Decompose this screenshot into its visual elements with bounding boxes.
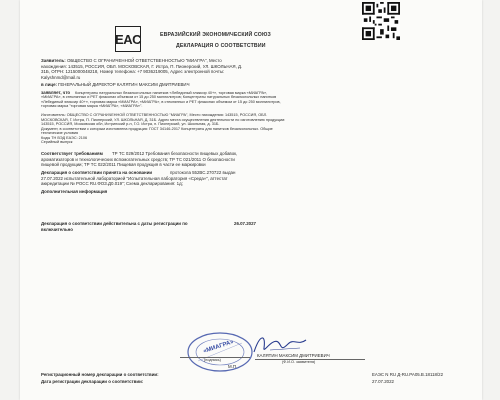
adopted-line-3: аккредитации № РОСС RU.ФОЗ.Д0.019"; Схема декларирования: 1д; (41, 181, 183, 186)
declares-label: заявляет, что (41, 90, 71, 95)
registration-date-label: Дата регистрации декларации о соответствии: (41, 379, 144, 384)
requirements-line-3: пищевой продукции; ТР ТС 022/2011 Пищевая продукция в части ее маркировки (41, 162, 206, 167)
eac-logo: EAC (115, 26, 141, 52)
applicant-label: Заявитель: (41, 58, 66, 63)
qr-code-icon (362, 2, 400, 40)
declares-line-3: «Лебединый эликсир 40+», торговая марка «МИАГРА», «МИАГРА», в стеклянных и PET флаконах объемом от 15 до 250 миллилитров, (41, 99, 281, 104)
document-title: ДЕКЛАРАЦИЯ О СООТВЕТСТВИИ (176, 43, 266, 49)
manufacturer-line-3: 143515, РОССИЯ, Московская обл, Истринский р-н, Г.О. Истра, п. Пионерский, ул. Школьная, д. 31Б. (41, 122, 220, 126)
manufacturer-line-1: Изготовитель: ОБЩЕСТВО С ОГРАНИЧЕННОЙ ОТВЕТСТВЕННОСТЬЮ "МИАГРА", Место нахождения: 143515, РОССИЯ, ОБЛ. (41, 113, 268, 117)
manufacturer-line-5: технические условия (41, 131, 79, 135)
declares-line-2: «МИАГРА», в стеклянных и PET флаконах объемом от 15 до 250 миллилитров; Концентраты натуральных безалкогольных напитков (41, 95, 277, 99)
union-header: ЕВРАЗИЙСКИЙ ЭКОНОМИЧЕСКИЙ СОЮЗ (160, 32, 271, 38)
registration-date: 27.07.2022 (372, 379, 394, 384)
declaration-sheet (20, 0, 482, 400)
manufacturer-line-2: МОСКОВСКАЯ, Г. Истра, П. Пионерский, УЛ. ШКОЛЬНАЯ, Д. 31Б. Адрес места осуществления деятельности по изготовлению продукции: (41, 117, 286, 122)
stamp-text: «МИАГРА» (202, 339, 235, 355)
manufacturer-line-7: Серийный выпуск (41, 140, 73, 144)
adopted-line-1: протокола 552ВС.270722 выдан (170, 170, 236, 175)
declares-line-1: Концентраты натуральных безалкогольных напитков «Лебединый эликсир 40+», торговая марка «МИАГРА», (75, 90, 268, 95)
requirements-line-1: ТР ТС 029/2012 Требования безопасности пищевых добавок, (112, 151, 238, 156)
applicant-line-3: 31Б, ОГРН: 1215000048218, Номер телефона: +7 9036219005, Адрес электронной почты: (41, 69, 225, 74)
registration-number: ЕАЭС N RU Д-RU.РА05.В.18118/22 (372, 372, 444, 377)
company-stamp-icon (186, 331, 254, 373)
adopted-line-2: 27.07.2022 испытательной лабораторией "Испытательная лаборатория «Среда»", аттестат (41, 175, 228, 181)
registration-number-label: Регистрационный номер декларации о соответствии: (41, 372, 159, 377)
validity-label: Декларация о соответствии действительна с даты регистрации по (41, 221, 188, 226)
adopted-label: Декларация о соответствии принята на основании (41, 170, 153, 175)
applicant-line-2: нахождения: 143515, РОССИЯ, ОБЛ. МОСКОВСКАЯ, Г. Истра, П. Пионерский, УЛ. ШКОЛЬНАЯ, Д. (41, 63, 243, 69)
declares-line-4: торговая марка "торговая марка «МИАГРА», «МИАГРА»". (41, 104, 143, 108)
applicant-line-4: Kalyshnmd@mail.ru (41, 74, 81, 80)
director-value: ГЕНЕРАЛЬНЫЙ ДИРЕКТОР КАЛЯТИН МАКСИМ ДМИТРИЕВИЧ (58, 82, 190, 87)
validity-date: 26.07.2027 (234, 221, 256, 226)
name-caption: (Ф.И.О. заявителя) (282, 360, 316, 364)
director-label: в лице: (41, 82, 58, 87)
validity-suffix: включительно (41, 226, 73, 232)
stamp-mp: М.П. (228, 364, 238, 369)
signature-caption: (подпись) (204, 358, 221, 362)
additional-info-label: Дополнительная информация (41, 189, 108, 194)
applicant-line-1: ОБЩЕСТВО С ОГРАНИЧЕННОЙ ОТВЕТСТВЕННОСТЬЮ "МИАГРА", Место (67, 58, 222, 63)
requirements-line-2: ароматизаторов и технологических вспомогательных средств; ТР ТС 021/2011 О безопасности (41, 156, 235, 162)
manufacturer-line-6: Коды ТН ВЭД ЕАЭС: 2106 (41, 135, 88, 140)
signer-name: КАЛЯТИН МАКСИМ ДМИТРИЕВИЧ (257, 353, 330, 358)
manufacturer-line-4: Документ, в соответствии с которым изготовлена продукция: ГОСТ 34146-2017 Концентраты для напитков безалкогольных. Общие (41, 126, 273, 131)
requirements-label: Соответствует требованиям (41, 151, 103, 156)
